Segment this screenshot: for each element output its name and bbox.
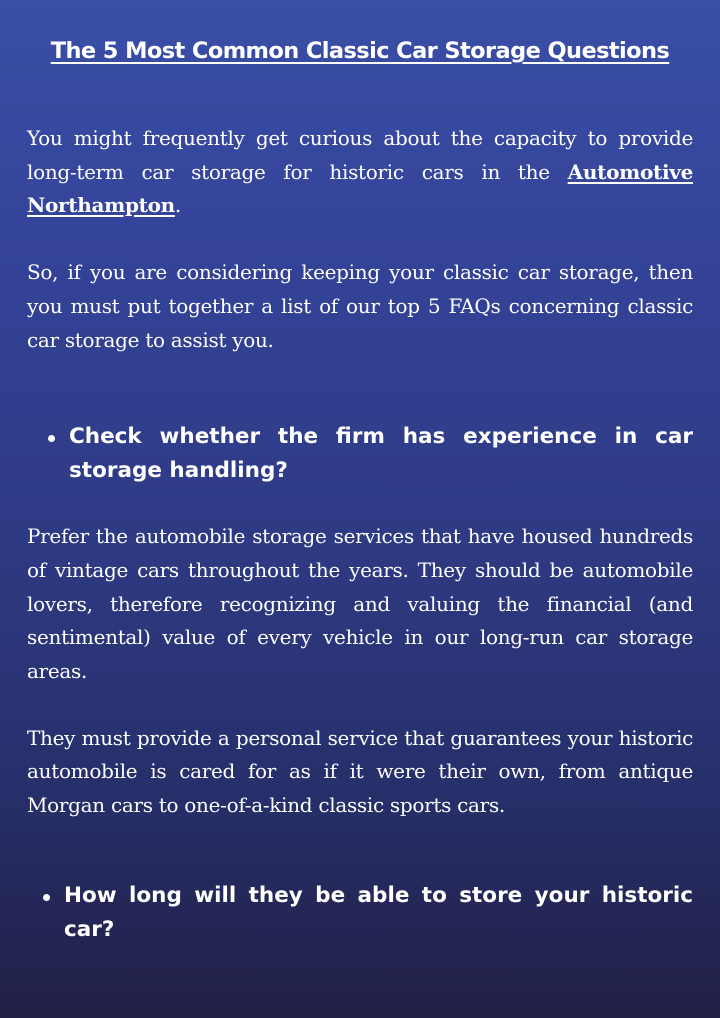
bullet-text: How long will they be able to store your historic car? [64,882,693,942]
intro-paragraph [27,122,693,223]
bullet-item-duration [43,879,693,947]
page-title: The 5 Most Common Classic Car Storage Questions [50,38,670,64]
bullet-item-experience [48,420,693,488]
intro-period: . [174,193,181,218]
storage-faq-paragraph: So, if you are considering keeping your classic car storage, then you must put together a list of our top 5 FAQs concerning classic car storage to assist you. [27,260,693,352]
experience-paragraph: Prefer the automobile storage services that have housed hundreds of vintage cars throughout the years. They should be automobile lovers, therefore recognizing and valuing the financial (and sentimental) value of every vehicle in our long-run car storage areas. [27,524,693,684]
personal-service-paragraph: They must provide a personal service that guarantees your historic automobile is cared for as if it were their own, from antique Morgan cars to one-of-a-kind classic sports cars. [27,725,693,818]
bullet-text: Check whether the firm has experience in car storage handling? [69,424,693,484]
intro-text: You might frequently get curious about the capacity to provide long-term car storage for historic cars in the [27,126,693,184]
bullet-dot-icon [48,435,55,442]
document-content [27,34,693,947]
automotive-northampton-link[interactable]: Automotive Northampton [27,159,693,218]
bullet-dot-icon [43,894,50,901]
